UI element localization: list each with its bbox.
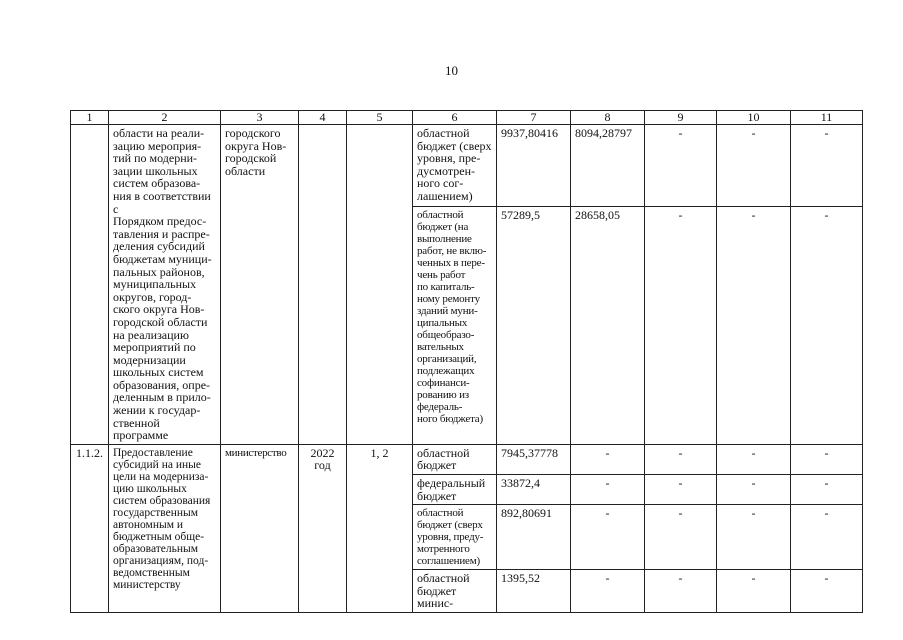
header-cell: 5 (347, 111, 413, 125)
value-cell: - (645, 570, 717, 613)
item-number-cell: 1.1.2. (71, 444, 109, 612)
header-row (71, 111, 863, 125)
table-row (71, 444, 863, 474)
value-cell: - (717, 125, 791, 207)
value-cell: - (791, 570, 863, 613)
value-cell: 892,80691 (497, 505, 571, 570)
funding-source-cell: областной бюджет минис- (413, 570, 497, 613)
value-cell: - (717, 570, 791, 613)
value-cell: - (645, 444, 717, 474)
header-cell: 10 (717, 111, 791, 125)
value-cell: 9937,80416 (497, 125, 571, 207)
activity-name-cell: Предоставление субсидий на иные цели на модерниза- цию школьных систем образования государственным автономным и бюджетным обще- образовательным организациям, под- ведомственным министерству (109, 444, 221, 612)
target-cell: 1, 2 (347, 444, 413, 612)
value-cell: 7945,37778 (497, 444, 571, 474)
value-cell: - (791, 444, 863, 474)
value-cell: - (571, 475, 645, 505)
value-cell: - (645, 475, 717, 505)
value-cell: 1395,52 (497, 570, 571, 613)
value-cell: - (791, 206, 863, 444)
value-cell: - (791, 505, 863, 570)
header-cell: 7 (497, 111, 571, 125)
header-cell: 4 (299, 111, 347, 125)
funding-source-cell: областной бюджет (413, 444, 497, 474)
funding-source-cell: областной бюджет (на выполнение работ, не вклю- ченных в пере- чень работ по капиталь- ному ремонту зданий муни- ципальных общеобразо- вательных организаций, подлежащих софинанси- рованию из федераль- ного бюджета) (413, 206, 497, 444)
value-cell: 57289,5 (497, 206, 571, 444)
value-cell: 33872,4 (497, 475, 571, 505)
header-cell: 8 (571, 111, 645, 125)
program-table (70, 110, 863, 613)
value-cell: - (571, 570, 645, 613)
value-cell: - (717, 505, 791, 570)
header-cell: 1 (71, 111, 109, 125)
header-cell: 2 (109, 111, 221, 125)
value-cell: - (571, 444, 645, 474)
item-number-cell (71, 125, 109, 445)
value-cell: - (645, 505, 717, 570)
executor-cell: городского округа Нов- городской области (221, 125, 299, 445)
target-cell (347, 125, 413, 445)
value-cell: - (645, 125, 717, 207)
table-row (71, 125, 863, 207)
funding-source-cell: областной бюджет (сверх уровня, пре- дусмотрен- ного сог- лашением) (413, 125, 497, 207)
page-number: 10 (445, 63, 458, 78)
value-cell: 28658,05 (571, 206, 645, 444)
header-cell: 9 (645, 111, 717, 125)
header-cell: 11 (791, 111, 863, 125)
year-cell: 2022 год (299, 444, 347, 612)
value-cell: - (645, 206, 717, 444)
value-cell: - (791, 125, 863, 207)
executor-cell: министерство (221, 444, 299, 612)
value-cell: - (717, 444, 791, 474)
value-cell: - (571, 505, 645, 570)
header-cell: 6 (413, 111, 497, 125)
funding-source-cell: федеральный бюджет (413, 475, 497, 505)
header-cell: 3 (221, 111, 299, 125)
value-cell: - (791, 475, 863, 505)
value-cell: - (717, 206, 791, 444)
activity-name-cell: области на реали- зацию мероприя- тий по модерни- зации школьных систем образова- ния в соответствии с Порядком предос- тавления и распре- деления субсидий бюджетам муници- пальных районов, муниципальных округов, город- ского округа Нов- городской области на реализацию мероприятий по модернизации школьных систем образования, опре- деленным в прило- жении к государ- ственной программе (109, 125, 221, 445)
value-cell: 8094,28797 (571, 125, 645, 207)
value-cell: - (717, 475, 791, 505)
funding-source-cell: областной бюджет (сверх уровня, преду- мотренного соглашением) (413, 505, 497, 570)
year-cell (299, 125, 347, 445)
